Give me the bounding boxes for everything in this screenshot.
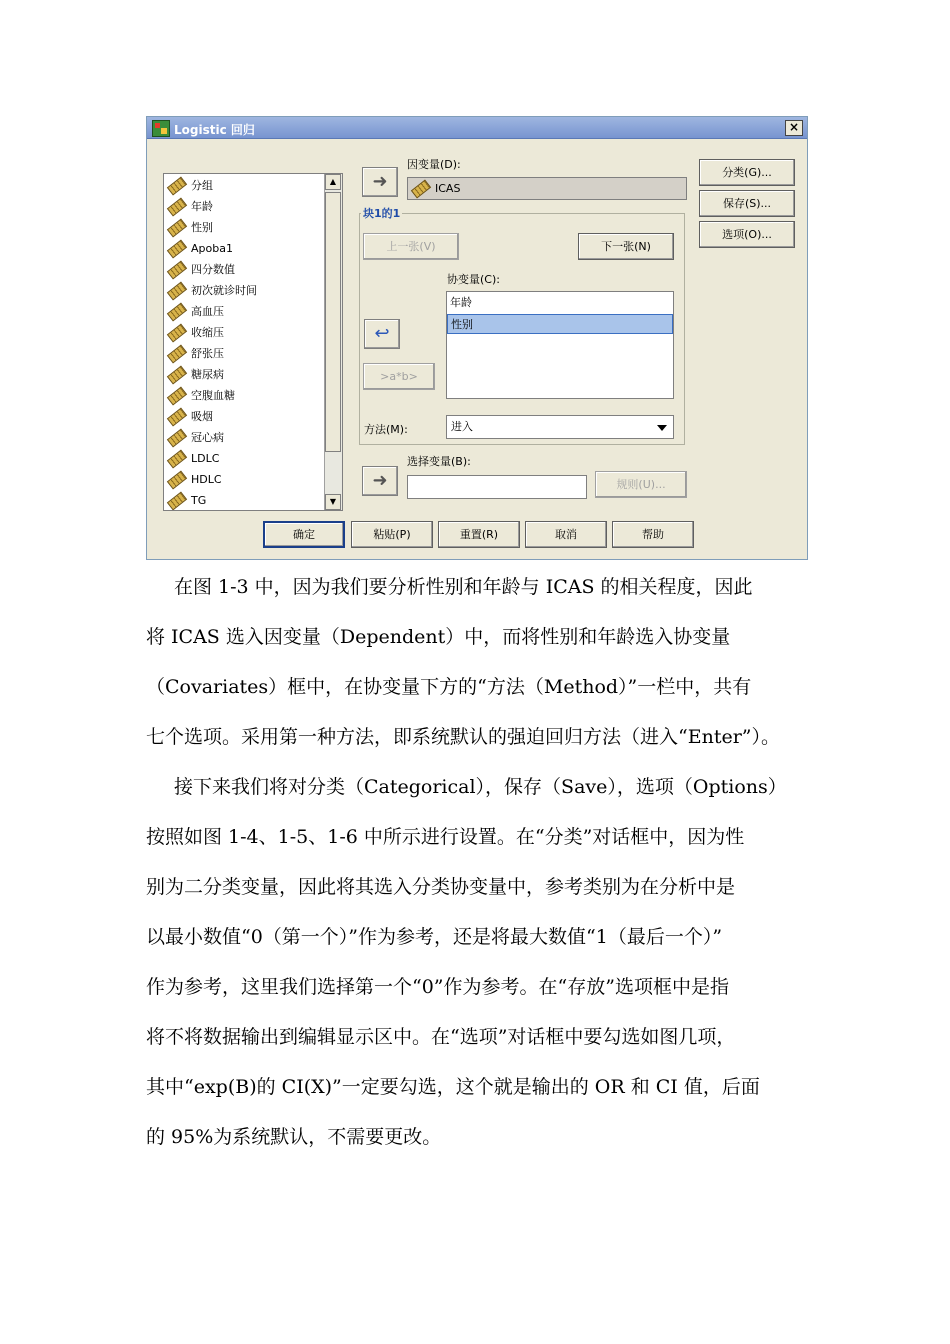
list-item[interactable]: 舒张压	[168, 344, 224, 364]
block-label: 块1的1	[363, 207, 401, 220]
title-bar	[147, 117, 807, 139]
chevron-down-icon	[657, 425, 667, 431]
list-item[interactable]: 收缩压	[168, 323, 224, 343]
scale-variable-icon	[167, 261, 187, 280]
scale-variable-icon	[167, 429, 187, 448]
list-item[interactable]: 高血压	[168, 302, 224, 322]
scale-variable-icon	[167, 366, 187, 385]
dependent-field[interactable]: ICAS	[407, 177, 687, 200]
paragraph-line: 以最小数值“0（第一个）”作为参考，还是将最大数值“1（最后一个）”	[146, 926, 723, 948]
method-label: 方法(M):	[364, 423, 408, 436]
paragraph-line: 七个选项。采用第一种方法，即系统默认的强迫回归方法（进入“Enter”）。	[146, 726, 780, 748]
list-item[interactable]: 年龄	[168, 197, 213, 217]
variable-list-scrollbar[interactable]	[324, 174, 342, 510]
scale-variable-icon	[167, 219, 187, 238]
options-button[interactable]: 选项(O)...	[699, 221, 795, 248]
scale-variable-icon	[411, 180, 431, 199]
ok-button[interactable]: 确定	[263, 521, 345, 548]
paragraph-line: 接下来我们将对分类（Categorical），保存（Save），选项（Options）	[174, 776, 787, 798]
paragraph-line: （Covariates）框中，在协变量下方的“方法（Method）”一栏中，共有	[146, 676, 752, 698]
method-select[interactable]: 进入	[446, 415, 674, 439]
paragraph-line: 按照如图 1-4、1-5、1-6 中所示进行设置。在“分类”对话框中，因为性	[146, 826, 745, 848]
selection-field[interactable]	[407, 475, 587, 499]
save-button[interactable]: 保存(S)...	[699, 190, 795, 217]
logistic-dialog	[146, 116, 808, 560]
arrow-return-icon: ↩	[374, 323, 390, 344]
list-item[interactable]: 四分数值	[168, 260, 235, 280]
categorical-button[interactable]: 分类(G)...	[699, 159, 795, 186]
move-to-dependent-button[interactable]	[362, 167, 398, 197]
reset-button[interactable]: 重置(R)	[438, 521, 520, 548]
scale-variable-icon	[167, 198, 187, 217]
paragraph-line: 别为二分类变量，因此将其选入分类协变量中，参考类别为在分析中是	[146, 876, 736, 898]
list-item[interactable]: 冠心病	[168, 428, 224, 448]
variable-list[interactable]	[163, 173, 343, 511]
help-button[interactable]: 帮助	[612, 521, 694, 548]
interaction-button[interactable]: >a*b>	[363, 363, 435, 390]
list-item[interactable]: 年龄	[450, 296, 472, 309]
list-item[interactable]: 初次就诊时间	[168, 281, 257, 301]
move-to-selection-button[interactable]	[362, 466, 398, 496]
scale-variable-icon	[167, 240, 187, 259]
paragraph-line: 将 ICAS 选入因变量（Dependent）中，而将性别和年龄选入协变量	[146, 626, 731, 648]
scale-variable-icon	[167, 282, 187, 301]
list-item[interactable]: HDLC	[168, 470, 222, 490]
scale-variable-icon	[167, 345, 187, 364]
list-item[interactable]: 性别	[447, 314, 673, 334]
scale-variable-icon	[167, 177, 187, 196]
rule-button[interactable]: 规则(U)...	[595, 471, 687, 498]
paragraph-line: 其中“exp(B)的 CI(X)”一定要勾选，这个就是输出的 OR 和 CI 值，后面	[146, 1076, 760, 1098]
scale-variable-icon	[167, 408, 187, 427]
move-to-covariates-button[interactable]	[364, 319, 400, 349]
scale-variable-icon	[167, 471, 187, 490]
scroll-down-icon[interactable]: ▼	[325, 494, 341, 510]
cancel-button[interactable]: 取消	[525, 521, 607, 548]
next-block-button[interactable]: 下一张(N)	[578, 233, 674, 260]
list-item[interactable]: TG	[168, 491, 206, 511]
arrow-right-icon: ➜	[372, 171, 388, 192]
list-item[interactable]: 糖尿病	[168, 365, 224, 385]
list-item[interactable]: 性别	[168, 218, 213, 238]
scale-variable-icon	[167, 303, 187, 322]
paragraph-line: 在图 1-3 中，因为我们要分析性别和年龄与 ICAS 的相关程度，因此	[174, 576, 753, 598]
paragraph-line: 将不将数据输出到编辑显示区中。在“选项”对话框中要勾选如图几项，	[146, 1026, 736, 1048]
covariates-list[interactable]	[446, 291, 674, 399]
scale-variable-icon	[167, 387, 187, 406]
list-item[interactable]: 分组	[168, 176, 213, 196]
dependent-label: 因变量(D):	[407, 158, 461, 171]
list-item[interactable]: LDLC	[168, 449, 219, 469]
covariates-label: 协变量(C):	[447, 273, 500, 286]
scale-variable-icon	[167, 450, 187, 469]
paste-button[interactable]: 粘贴(P)	[351, 521, 433, 548]
list-item[interactable]: 空腹血糖	[168, 386, 235, 406]
scale-variable-icon	[167, 492, 187, 511]
list-item[interactable]: 吸烟	[168, 407, 213, 427]
scroll-up-icon[interactable]: ▲	[325, 174, 341, 190]
selection-label: 选择变量(B):	[407, 455, 471, 468]
paragraph-line: 作为参考，这里我们选择第一个“0”作为参考。在“存放”选项框中是指	[146, 976, 729, 998]
previous-block-button[interactable]: 上一张(V)	[363, 233, 459, 260]
close-icon[interactable]: ×	[785, 120, 803, 136]
dialog-title: Logistic 回归	[174, 123, 255, 137]
scroll-thumb[interactable]	[325, 192, 341, 452]
arrow-right-icon: ➜	[372, 470, 388, 491]
paragraph-line: 的 95%为系统默认，不需要更改。	[146, 1126, 442, 1148]
list-item[interactable]: Apoba1	[168, 239, 233, 259]
scale-variable-icon	[167, 324, 187, 343]
spss-app-icon	[152, 120, 170, 137]
